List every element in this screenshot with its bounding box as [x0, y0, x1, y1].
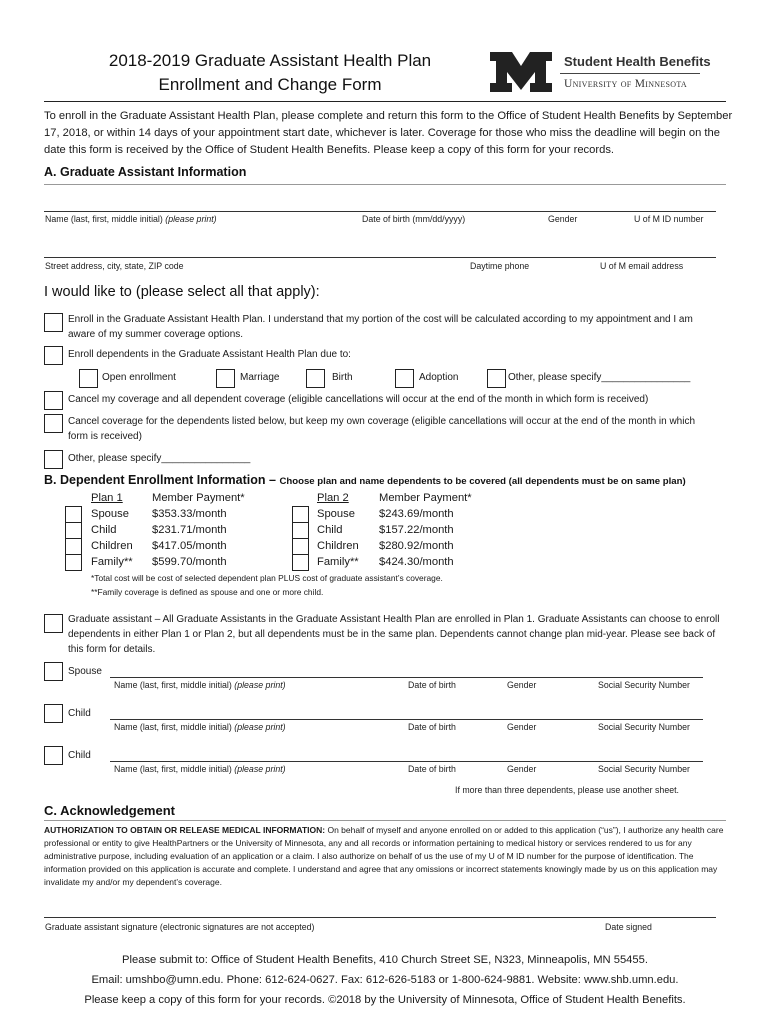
section-c-divider [44, 820, 726, 821]
name-field-line[interactable] [44, 211, 716, 212]
reason-other-label: Other, please specify________________ [508, 372, 691, 383]
plan1-children-checkbox[interactable] [65, 538, 82, 555]
plan1-family-label: Family** [91, 556, 133, 568]
plan2-family-checkbox[interactable] [292, 554, 309, 571]
plan1-spouse-label: Spouse [91, 508, 129, 520]
graduate-assistant-checkbox[interactable] [44, 614, 63, 633]
enroll-option-text: Enroll in the Graduate Assistant Health Plan. I understand that my portion of the cost will be calculated according to my appointment and I am aware of my summer coverage options. [68, 314, 693, 340]
enroll-dependents-text: Enroll dependents in the Graduate Assistant Health Plan due to: [68, 349, 351, 360]
section-a-heading: A. Graduate Assistant Information [44, 165, 247, 179]
form-title-line2: Enrollment and Change Form [158, 75, 382, 94]
reason-birth-checkbox[interactable] [306, 369, 325, 388]
plan2-spouse-label: Spouse [317, 508, 355, 520]
dependent-3-gender-label: Gender [507, 764, 537, 774]
name-field-label: Name (last, first, middle initial) (please print) [45, 214, 217, 224]
plan1-children-price: $417.05/month [152, 540, 227, 552]
dependent-3-dob-label: Date of birth [408, 764, 456, 774]
block-m-logo-icon [490, 52, 552, 92]
header-divider [44, 101, 726, 102]
plan1-child-label: Child [91, 524, 117, 536]
dependent-1-ssn-label: Social Security Number [598, 680, 690, 690]
plan2-spouse-price: $243.69/month [379, 508, 454, 520]
plan1-payment-header: Member Payment* [152, 492, 245, 504]
dependent-3-ssn-label: Social Security Number [598, 764, 690, 774]
dependent-2-gender-label: Gender [507, 722, 537, 732]
dependent-1-gender-label: Gender [507, 680, 537, 690]
signature-line[interactable] [44, 917, 716, 918]
more-dependents-note: If more than three dependents, please use another sheet. [455, 785, 679, 795]
enroll-checkbox[interactable] [44, 313, 63, 332]
plan1-child-price: $231.71/month [152, 524, 227, 536]
plan1-children-label: Children [91, 540, 133, 552]
intro-paragraph: To enroll in the Graduate Assistant Health Plan, please complete and return this form to the Office of Student Health Benefits by September 17, 2018, or within 14 days of your appointment start date, whichever is later. Coverage for those who miss the deadline will begin on the date this form is received by the Office of Student Health Benefits. Please keep a copy of this form for your records. [44, 110, 733, 156]
section-b-heading: B. Dependent Enrollment Information – Choose plan and name dependents to be covered (all dependents must be on same plan) [44, 473, 686, 487]
form-title-line1: 2018-2019 Graduate Assistant Health Plan [108, 51, 432, 70]
section-a-divider [44, 184, 726, 185]
gender-field-label: Gender [548, 214, 578, 224]
signature-label: Graduate assistant signature (electronic signatures are not accepted) [45, 922, 315, 932]
plan1-family-price: $599.70/month [152, 556, 227, 568]
date-signed-label: Date signed [605, 922, 652, 932]
address-field-line[interactable] [44, 257, 716, 258]
plan2-payment-header: Member Payment* [379, 492, 472, 504]
dependent-1-type: Spouse [68, 666, 102, 677]
plan1-spouse-price: $353.33/month [152, 508, 227, 520]
plan2-family-price: $424.30/month [379, 556, 454, 568]
logo-university-name: University of Minnesota [564, 78, 687, 90]
section-c-heading: C. Acknowledgement [44, 803, 175, 818]
select-heading: I would like to (please select all that apply): [44, 284, 320, 300]
dependent-1-checkbox[interactable] [44, 662, 63, 681]
footer-contact: Email: umshbo@umn.edu. Phone: 612-624-0627. Fax: 612-626-5183 or 1-800-624-9881. Website: www.shb.umn.edu. [91, 974, 679, 986]
dependent-1-name-label: Name (last, first, middle initial) (please print) [114, 680, 286, 690]
umn-id-field-label: U of M ID number [634, 214, 704, 224]
plan2-spouse-checkbox[interactable] [292, 506, 309, 523]
plan2-child-label: Child [317, 524, 343, 536]
plan2-family-label: Family** [317, 556, 359, 568]
reason-open-enrollment-checkbox[interactable] [79, 369, 98, 388]
logo-divider [560, 73, 700, 74]
plan2-children-label: Children [317, 540, 359, 552]
plan2-children-checkbox[interactable] [292, 538, 309, 555]
reason-marriage-label: Marriage [240, 372, 280, 383]
dependent-3-name-label: Name (last, first, middle initial) (please print) [114, 764, 286, 774]
reason-adoption-label: Adoption [419, 372, 459, 383]
reason-other-checkbox[interactable] [487, 369, 506, 388]
cancel-dependents-text: Cancel coverage for the dependents listed below, but keep my own coverage (eligible cancellations will occur at the end of the month in which form is received) [68, 416, 696, 442]
dependent-2-type: Child [68, 708, 91, 719]
email-field-label: U of M email address [600, 261, 684, 271]
plan1-name: Plan 1 [91, 492, 123, 504]
reason-adoption-checkbox[interactable] [395, 369, 414, 388]
section-b-subheading: Choose plan and name dependents to be covered (all dependents must be on same plan) [279, 476, 686, 487]
plan2-child-price: $157.22/month [379, 524, 454, 536]
dependent-3-type: Child [68, 750, 91, 761]
dependent-3-line[interactable] [110, 761, 703, 762]
dependent-2-checkbox[interactable] [44, 704, 63, 723]
total-cost-note: *Total cost will be cost of selected dependent plan PLUS cost of graduate assistant’s coverage. [91, 573, 443, 583]
graduate-assistant-text: Graduate assistant – All Graduate Assistants in the Graduate Assistant Health Plan are enrolled in Plan 1. Graduate Assistants can choose to enroll dependents in either Plan 1 or Plan 2, but all dependents must be in the same plan. Dependents cannot change plan mid-year. Please see back of this form for details. [68, 614, 720, 655]
other-checkbox[interactable] [44, 450, 63, 469]
other-option-text: Other, please specify________________ [68, 453, 251, 464]
umn-logo [490, 52, 720, 96]
dependent-1-dob-label: Date of birth [408, 680, 456, 690]
footer-address: Please submit to: Office of Student Health Benefits, 410 Church Street SE, N323, Minneapolis, MN 55455. [122, 954, 648, 966]
reason-birth-label: Birth [332, 372, 353, 383]
cancel-all-text: Cancel my coverage and all dependent coverage (eligible cancellations will occur at the end of the month in which form is received) [68, 394, 649, 405]
dependent-2-dob-label: Date of birth [408, 722, 456, 732]
logo-student-health-benefits: Student Health Benefits [564, 54, 711, 69]
plan1-child-checkbox[interactable] [65, 522, 82, 539]
address-field-label: Street address, city, state, ZIP code [45, 261, 184, 271]
plan2-name: Plan 2 [317, 492, 349, 504]
reason-open-enrollment-label: Open enrollment [102, 372, 176, 383]
plan1-family-checkbox[interactable] [65, 554, 82, 571]
phone-field-label: Daytime phone [470, 261, 530, 271]
footer-copyright: Please keep a copy of this form for your records. ©2018 by the University of Minnesota, Office of Student Health Benefits. [84, 994, 686, 1006]
dependent-3-checkbox[interactable] [44, 746, 63, 765]
family-coverage-note: **Family coverage is defined as spouse and one or more child. [91, 587, 324, 597]
reason-marriage-checkbox[interactable] [216, 369, 235, 388]
dependent-2-ssn-label: Social Security Number [598, 722, 690, 732]
enroll-dependents-checkbox[interactable] [44, 346, 63, 365]
dependent-2-name-label: Name (last, first, middle initial) (please print) [114, 722, 286, 732]
plan2-child-checkbox[interactable] [292, 522, 309, 539]
plan1-spouse-checkbox[interactable] [65, 506, 82, 523]
plan2-children-price: $280.92/month [379, 540, 454, 552]
dependent-2-line[interactable] [110, 719, 703, 720]
dob-field-label: Date of birth (mm/dd/yyyy) [362, 214, 466, 224]
authorization-paragraph: AUTHORIZATION TO OBTAIN OR RELEASE MEDICAL INFORMATION: On behalf of myself and anyone enrolled on or added to this application (“us”), I authorize any health care professional or entity to give HealthPartners or the University of Minnesota, any and all records or information pertaining to medical history or services rendered to us for any administrative purpose, including evaluation of an application or a claim. I also authorize on behalf of us the use of my U of M ID number for the purpose of identification. The information provided on this application is accurate and complete. I understand and agree that any omissions or incorrect statements knowingly made by us on this application may invalidate my and/or my dependent’s coverage. [44, 825, 724, 887]
cancel-dependents-checkbox[interactable] [44, 414, 63, 433]
cancel-all-checkbox[interactable] [44, 391, 63, 410]
dependent-1-line[interactable] [110, 677, 703, 678]
